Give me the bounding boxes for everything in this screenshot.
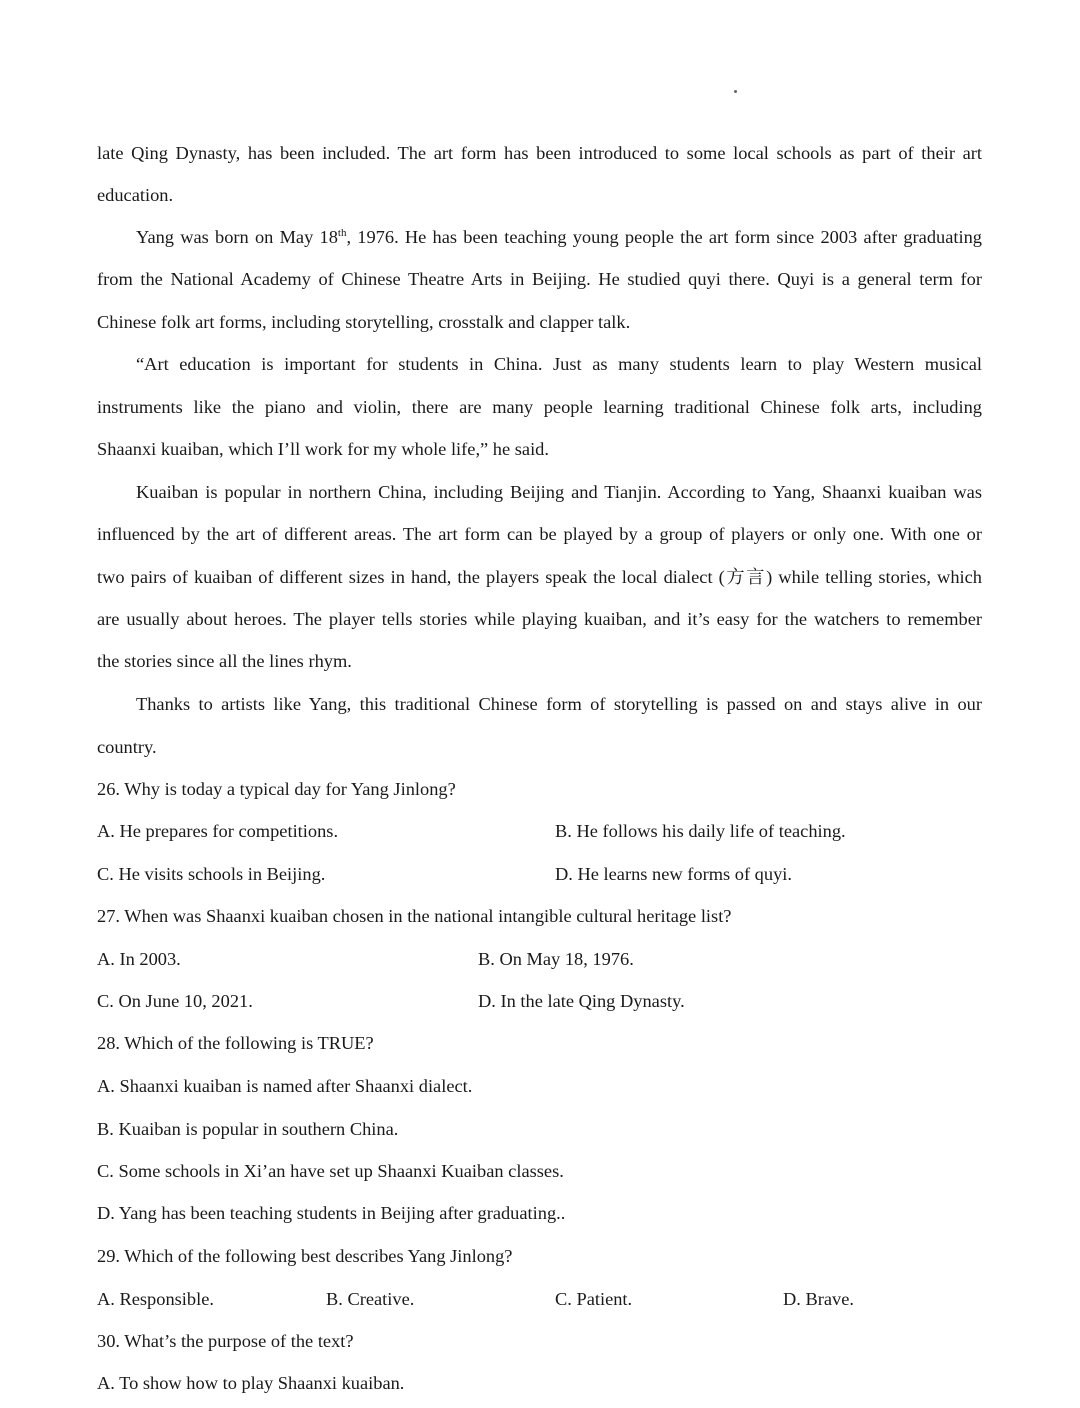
- option-a: A. In 2003.: [97, 949, 181, 969]
- option-a: A. He prepares for competitions.: [97, 821, 339, 841]
- option-c: C. On June 10, 2021.: [97, 991, 253, 1011]
- passage-line: “Art education is important for students in China. Just as many students learn to play Western musical: [136, 354, 982, 374]
- passage-line: from the National Academy of Chinese Theatre Arts in Beijing. He studied quyi there. Quyi is a general term for: [97, 269, 982, 289]
- question-stem: 29. Which of the following best describes Yang Jinlong?: [97, 1246, 513, 1266]
- text-run: , 1976. He has been teaching young people the art form since 2003 after graduating: [346, 227, 982, 247]
- option-c: C. Some schools in Xi’an have set up Shaanxi Kuaiban classes.: [97, 1161, 564, 1181]
- question-stem: 28. Which of the following is TRUE?: [97, 1033, 374, 1053]
- passage-line: the stories since all the lines rhym.: [97, 651, 352, 671]
- text-run: Yang was born on May 18: [136, 227, 338, 247]
- passage-line: are usually about heroes. The player tells stories while playing kuaiban, and it’s easy for the watchers to remember: [97, 609, 982, 629]
- option-b: B. Creative.: [326, 1289, 415, 1309]
- option-d: D. Brave.: [783, 1289, 854, 1309]
- option-a: A. Shaanxi kuaiban is named after Shaanxi dialect.: [97, 1076, 473, 1096]
- question-stem: 27. When was Shaanxi kuaiban chosen in the national intangible cultural heritage list?: [97, 906, 732, 926]
- option-a: A. Responsible.: [97, 1289, 214, 1309]
- question-stem: 30. What’s the purpose of the text?: [97, 1331, 354, 1351]
- passage-line: Kuaiban is popular in northern China, including Beijing and Tianjin. According to Yang, Shaanxi kuaiban was: [136, 482, 982, 502]
- option-d: D. In the late Qing Dynasty.: [478, 991, 685, 1011]
- passage-line: [136, 226, 982, 248]
- passage-line: Shaanxi kuaiban, which I’ll work for my whole life,” he said.: [97, 439, 549, 459]
- option-c: C. Patient.: [555, 1289, 633, 1309]
- option-c: C. He visits schools in Beijing.: [97, 864, 326, 884]
- passage-line: late Qing Dynasty, has been included. The art form has been introduced to some local schools as part of their art: [97, 143, 982, 163]
- option-d: D. He learns new forms of quyi.: [555, 864, 792, 884]
- passage-line: instruments like the piano and violin, there are many people learning traditional Chinese folk arts, including: [97, 397, 982, 417]
- question-stem: 26. Why is today a typical day for Yang Jinlong?: [97, 779, 456, 799]
- ordinal-suffix: th: [337, 226, 347, 239]
- option-b: B. On May 18, 1976.: [478, 949, 634, 969]
- passage-line: country.: [97, 737, 157, 757]
- passage-line: Chinese folk art forms, including storytelling, crosstalk and clapper talk.: [97, 312, 631, 332]
- option-d: D. Yang has been teaching students in Beijing after graduating..: [97, 1203, 566, 1223]
- option-a: A. To show how to play Shaanxi kuaiban.: [97, 1373, 405, 1393]
- passage-line: two pairs of kuaiban of different sizes in hand, the players speak the local dialect (方言) while telling stories, which: [97, 567, 982, 587]
- option-b: B. He follows his daily life of teaching.: [555, 821, 846, 841]
- option-b: B. Kuaiban is popular in southern China.: [97, 1119, 399, 1139]
- passage-line: education.: [97, 185, 174, 205]
- passage-line: Thanks to artists like Yang, this traditional Chinese form of storytelling is passed on and stays alive in our: [136, 694, 982, 714]
- passage-line: influenced by the art of different areas. The art form can be played by a group of players or only one. With one or: [97, 524, 982, 544]
- scan-speck: [734, 90, 737, 93]
